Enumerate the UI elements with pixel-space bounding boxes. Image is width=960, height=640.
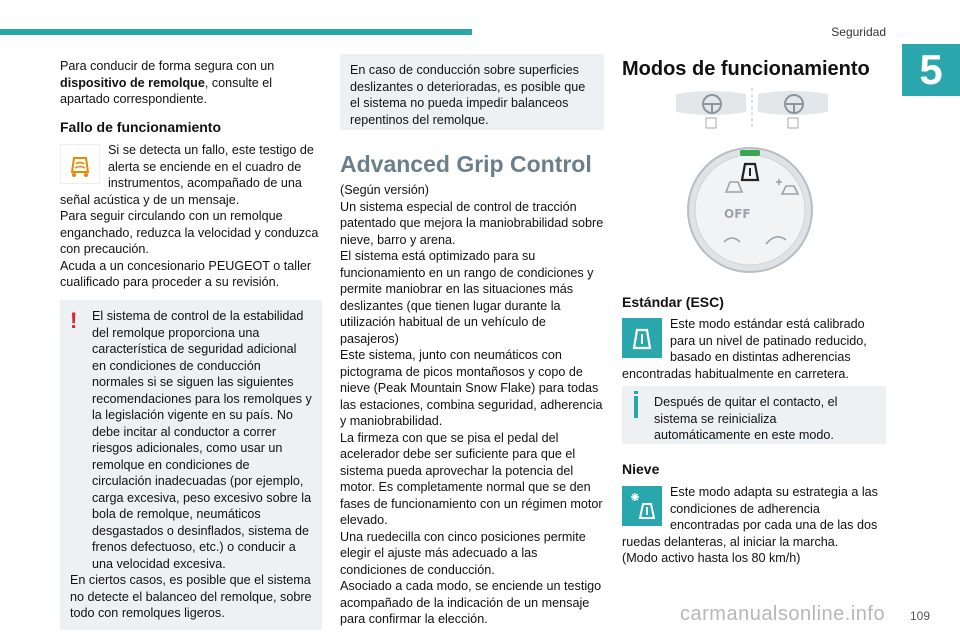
steering-wheel-icon bbox=[703, 95, 803, 113]
trailer-warning-icon bbox=[60, 144, 100, 184]
snow-mode-icon bbox=[622, 486, 662, 526]
grip-p3: El sistema está optimizado para su funcionamiento en un rango de condiciones y permite maniobrar en las situaciones más deslizantes (que tienen lugar durante la utilización habitual de un vehículo de pasajeros) bbox=[340, 249, 594, 346]
warning-exclamation-icon: ! bbox=[70, 308, 78, 333]
page-number: 109 bbox=[909, 609, 930, 623]
trailer-stability-warning bbox=[60, 300, 322, 630]
dashboard-illustration bbox=[672, 86, 832, 135]
slippery-surface-note bbox=[340, 54, 604, 130]
esc-standard-icon bbox=[622, 318, 662, 358]
grip-p2: Un sistema especial de control de tracción patentado que mejora la maniobrabilidad sobre nieve, barro y arena. bbox=[340, 199, 604, 247]
snow-mode-heading: Nieve bbox=[622, 461, 660, 477]
grip-control-body bbox=[340, 182, 604, 628]
grip-p6: Una ruedecilla con cinco posiciones permite elegir el ajuste más adecuado a las condiciones de conducción. bbox=[340, 529, 586, 577]
reset-info-note bbox=[622, 386, 886, 444]
warning-text-2: En ciertos casos, es posible que el sistema no detecte el balanceo del remolque, sobre todo con remolques ligeros. bbox=[70, 573, 312, 620]
intro-bold: dispositivo de remolque bbox=[60, 75, 205, 90]
warning-text: El sistema de control de la estabilidad del remolque proporciona una característica de seguridad adicional en condiciones de conducción normales si se siguen las siguientes recomendaciones para los remolques y la legislación vigente en su país. No debe incitar al conductor a correr riesgos adicionales, como usar un remolque en condiciones de circulación inadecuadas (por ejemplo, carga excesiva, peso excesivo sobre la bola de remolque, neumáticos desgastados o desinflados, sistema de frenos defectuoso, etc.) o conducir a una velocidad excesiva. bbox=[92, 309, 312, 571]
fault-block bbox=[60, 142, 322, 291]
grip-p1: (Según versión) bbox=[340, 183, 429, 197]
standard-mode-text: Este modo estándar está calibrado para un nivel de patinado reducido, basado en distintas adherencias encontradas habitualmente en carretera. bbox=[622, 317, 867, 381]
grip-p7: Asociado a cada modo, se enciende un testigo acompañado de la indicación de un mensaje para confirmar la elección. bbox=[340, 579, 602, 626]
note-text: En caso de conducción sobre superficies deslizantes o deterioradas, es posible que el sistema no pueda impedir balanceos repentinos del remolque. bbox=[350, 63, 586, 127]
snow-mode-text-2: (Modo activo hasta los 80 km/h) bbox=[622, 551, 801, 565]
info-icon bbox=[634, 396, 638, 418]
grip-control-title: Advanced Grip Control bbox=[340, 151, 592, 177]
footer-watermark: carmanualsonline.info bbox=[680, 603, 886, 625]
fault-text: Si se detecta un fallo, este testigo de alerta se enciende en el cuadro de instrumentos, acompañado de una señal acústica y de un mensaje. bbox=[60, 143, 314, 207]
fault-heading: Fallo de funcionamiento bbox=[60, 119, 222, 135]
info-text: Después de quitar el contacto, el sistema se reinicializa automáticamente en este modo. bbox=[654, 395, 838, 442]
header-accent-bar bbox=[0, 29, 472, 35]
standard-mode-heading: Estándar (ESC) bbox=[622, 294, 724, 310]
grip-p4: Este sistema, junto con neumáticos con pictograma de picos montañosos y copo de nieve (Peak Mountain Snow Flake) para todas las estaciones, combina seguridad, adherencia y maniobrabilidad. bbox=[340, 348, 603, 428]
dial-off-label: OFF bbox=[724, 207, 751, 221]
chapter-number: 5 bbox=[902, 44, 960, 96]
grip-control-dial-icon bbox=[686, 146, 814, 279]
snow-mode-text: Este modo adapta su estrategia a las condiciones de adherencia encontradas por cada una de las dos ruedas delanteras, al iniciar la marcha. bbox=[622, 485, 878, 549]
modes-title: Modos de funcionamiento bbox=[622, 58, 870, 80]
section-title: Seguridad bbox=[831, 25, 886, 39]
fault-text-3: Acuda a un concesionario PEUGEOT o taller cualificado para proceder a su revisión. bbox=[60, 258, 312, 289]
intro-paragraph: Para conducir de forma segura con un dispositivo de remolque, consulte el apartado correspondiente. bbox=[60, 59, 275, 106]
grip-p5: La firmeza con que se pisa el pedal del acelerador debe ser suficiente para que el sistema pueda aprovechar la potencia del motor. Es completamente normal que se den fases de funcionamiento con un régimen motor elevado. bbox=[340, 430, 603, 527]
snow-mode-block bbox=[622, 484, 886, 567]
standard-mode-block bbox=[622, 316, 886, 382]
fault-text-2: Para seguir circulando con un remolque enganchado, reduzca la velocidad y conduzca con precaución. bbox=[60, 209, 319, 256]
